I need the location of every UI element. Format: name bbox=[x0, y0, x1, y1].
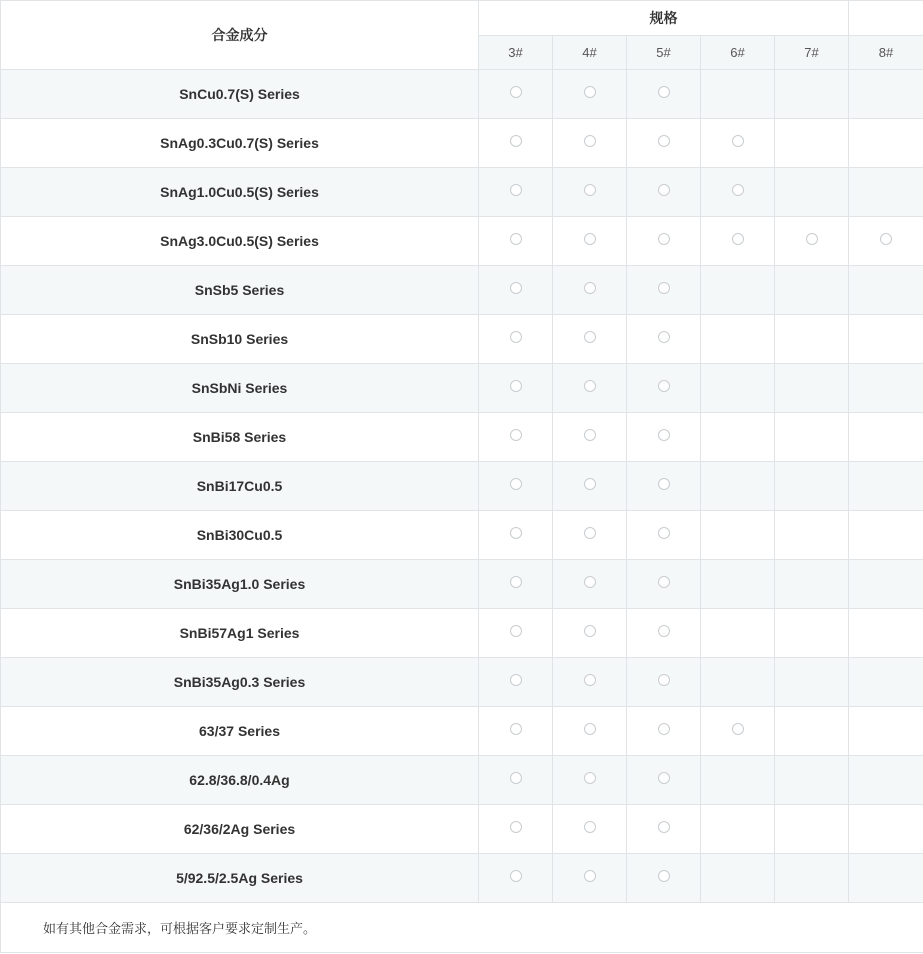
available-circle-icon bbox=[510, 821, 522, 833]
spec-cell bbox=[479, 119, 553, 168]
spec-cell bbox=[479, 364, 553, 413]
available-circle-icon bbox=[510, 86, 522, 98]
table-body bbox=[1, 70, 923, 903]
spec-cell bbox=[701, 315, 775, 364]
available-circle-icon bbox=[732, 135, 744, 147]
spec-cell bbox=[479, 70, 553, 119]
available-circle-icon bbox=[584, 86, 596, 98]
spec-cell bbox=[775, 756, 849, 805]
spec-cell bbox=[849, 462, 923, 511]
spec-cell bbox=[627, 658, 701, 707]
footer-row bbox=[1, 903, 923, 953]
spec-cell bbox=[701, 217, 775, 266]
available-circle-icon bbox=[732, 723, 744, 735]
available-circle-icon bbox=[658, 478, 670, 490]
spec-cell bbox=[479, 805, 553, 854]
spec-cell bbox=[701, 511, 775, 560]
spec-header-blank bbox=[849, 1, 923, 36]
available-circle-icon bbox=[510, 576, 522, 588]
spec-cell bbox=[775, 707, 849, 756]
available-circle-icon bbox=[510, 233, 522, 245]
spec-cell bbox=[627, 119, 701, 168]
spec-cell bbox=[775, 315, 849, 364]
spec-cell bbox=[627, 70, 701, 119]
spec-cell bbox=[701, 364, 775, 413]
available-circle-icon bbox=[510, 380, 522, 392]
table-row bbox=[1, 511, 923, 560]
table-row bbox=[1, 168, 923, 217]
spec-cell bbox=[553, 854, 627, 903]
alloy-name-cell: SnBi57Ag1 Series bbox=[1, 609, 479, 658]
available-circle-icon bbox=[584, 870, 596, 882]
spec-cell bbox=[849, 805, 923, 854]
spec-cell bbox=[701, 70, 775, 119]
spec-cell bbox=[701, 756, 775, 805]
spec-cell bbox=[553, 364, 627, 413]
spec-cell bbox=[775, 168, 849, 217]
footer-note: 如有其他合金需求，可根据客户要求定制生产。 bbox=[1, 903, 923, 953]
spec-cell bbox=[553, 756, 627, 805]
available-circle-icon bbox=[584, 821, 596, 833]
alloy-name-cell: SnBi35Ag1.0 Series bbox=[1, 560, 479, 609]
spec-cell bbox=[553, 217, 627, 266]
spec-cell bbox=[553, 315, 627, 364]
table-row bbox=[1, 413, 923, 462]
spec-cell bbox=[479, 315, 553, 364]
alloy-name-cell: SnAg0.3Cu0.7(S) Series bbox=[1, 119, 479, 168]
spec-cell bbox=[701, 707, 775, 756]
table-row bbox=[1, 119, 923, 168]
alloy-name-cell: SnSb10 Series bbox=[1, 315, 479, 364]
available-circle-icon bbox=[584, 282, 596, 294]
spec-cell bbox=[775, 854, 849, 903]
spec-cell bbox=[775, 462, 849, 511]
available-circle-icon bbox=[658, 625, 670, 637]
spec-cell bbox=[553, 266, 627, 315]
table-row bbox=[1, 756, 923, 805]
available-circle-icon bbox=[658, 870, 670, 882]
available-circle-icon bbox=[510, 331, 522, 343]
available-circle-icon bbox=[732, 233, 744, 245]
available-circle-icon bbox=[510, 282, 522, 294]
spec-cell bbox=[479, 217, 553, 266]
available-circle-icon bbox=[658, 86, 670, 98]
spec-cell bbox=[553, 609, 627, 658]
spec-cell bbox=[775, 658, 849, 707]
spec-cell bbox=[849, 658, 923, 707]
alloy-name-cell: SnAg1.0Cu0.5(S) Series bbox=[1, 168, 479, 217]
table-row bbox=[1, 805, 923, 854]
spec-cell bbox=[479, 462, 553, 511]
spec-cell bbox=[479, 560, 553, 609]
spec-column-header: 规格 bbox=[479, 1, 849, 36]
spec-cell bbox=[701, 560, 775, 609]
table-row bbox=[1, 854, 923, 903]
spec-cell bbox=[849, 266, 923, 315]
alloy-name-cell: SnBi30Cu0.5 bbox=[1, 511, 479, 560]
available-circle-icon bbox=[584, 772, 596, 784]
spec-cell bbox=[849, 756, 923, 805]
spec-cell bbox=[627, 462, 701, 511]
spec-cell bbox=[479, 707, 553, 756]
spec-cell bbox=[701, 462, 775, 511]
spec-cell bbox=[701, 805, 775, 854]
alloy-name-cell: SnCu0.7(S) Series bbox=[1, 70, 479, 119]
available-circle-icon bbox=[584, 380, 596, 392]
spec-cell bbox=[479, 511, 553, 560]
alloy-name-cell: 62/36/2Ag Series bbox=[1, 805, 479, 854]
spec-cell bbox=[849, 560, 923, 609]
size-header-5: 7# bbox=[775, 36, 849, 70]
available-circle-icon bbox=[584, 135, 596, 147]
available-circle-icon bbox=[510, 723, 522, 735]
table-row bbox=[1, 658, 923, 707]
spec-cell bbox=[479, 854, 553, 903]
spec-cell bbox=[553, 707, 627, 756]
spec-cell bbox=[627, 364, 701, 413]
alloy-column-header: 合金成分 bbox=[1, 1, 479, 70]
spec-cell bbox=[553, 70, 627, 119]
spec-cell bbox=[479, 266, 553, 315]
available-circle-icon bbox=[584, 478, 596, 490]
table-row bbox=[1, 609, 923, 658]
spec-cell bbox=[775, 805, 849, 854]
available-circle-icon bbox=[658, 282, 670, 294]
available-circle-icon bbox=[510, 429, 522, 441]
spec-cell bbox=[627, 854, 701, 903]
spec-cell bbox=[627, 756, 701, 805]
available-circle-icon bbox=[658, 821, 670, 833]
size-header-4: 6# bbox=[701, 36, 775, 70]
spec-cell bbox=[849, 119, 923, 168]
available-circle-icon bbox=[584, 184, 596, 196]
spec-cell bbox=[627, 707, 701, 756]
spec-cell bbox=[553, 511, 627, 560]
available-circle-icon bbox=[658, 674, 670, 686]
table-row bbox=[1, 70, 923, 119]
available-circle-icon bbox=[658, 233, 670, 245]
size-header-6: 8# bbox=[849, 36, 923, 70]
spec-cell bbox=[701, 413, 775, 462]
available-circle-icon bbox=[658, 429, 670, 441]
available-circle-icon bbox=[584, 233, 596, 245]
spec-cell bbox=[627, 805, 701, 854]
table-row bbox=[1, 217, 923, 266]
available-circle-icon bbox=[510, 184, 522, 196]
available-circle-icon bbox=[732, 184, 744, 196]
available-circle-icon bbox=[806, 233, 818, 245]
spec-cell bbox=[479, 609, 553, 658]
spec-cell bbox=[775, 364, 849, 413]
spec-cell bbox=[627, 413, 701, 462]
spec-cell bbox=[701, 266, 775, 315]
spec-cell bbox=[775, 217, 849, 266]
spec-cell bbox=[553, 658, 627, 707]
spec-cell bbox=[849, 168, 923, 217]
available-circle-icon bbox=[510, 674, 522, 686]
available-circle-icon bbox=[658, 135, 670, 147]
available-circle-icon bbox=[880, 233, 892, 245]
spec-cell bbox=[849, 70, 923, 119]
spec-cell bbox=[627, 168, 701, 217]
spec-cell bbox=[849, 217, 923, 266]
available-circle-icon bbox=[510, 135, 522, 147]
spec-cell bbox=[775, 119, 849, 168]
available-circle-icon bbox=[584, 576, 596, 588]
spec-cell bbox=[849, 854, 923, 903]
available-circle-icon bbox=[584, 674, 596, 686]
spec-cell bbox=[775, 266, 849, 315]
available-circle-icon bbox=[584, 625, 596, 637]
available-circle-icon bbox=[510, 527, 522, 539]
available-circle-icon bbox=[510, 625, 522, 637]
alloy-name-cell: SnBi35Ag0.3 Series bbox=[1, 658, 479, 707]
available-circle-icon bbox=[658, 380, 670, 392]
spec-cell bbox=[775, 413, 849, 462]
available-circle-icon bbox=[510, 870, 522, 882]
spec-cell bbox=[775, 609, 849, 658]
alloy-name-cell: 5/92.5/2.5Ag Series bbox=[1, 854, 479, 903]
spec-cell bbox=[553, 462, 627, 511]
spec-cell bbox=[701, 658, 775, 707]
spec-cell bbox=[701, 168, 775, 217]
available-circle-icon bbox=[658, 723, 670, 735]
spec-cell bbox=[775, 560, 849, 609]
available-circle-icon bbox=[510, 478, 522, 490]
table-row bbox=[1, 364, 923, 413]
spec-cell bbox=[849, 511, 923, 560]
available-circle-icon bbox=[510, 772, 522, 784]
available-circle-icon bbox=[658, 331, 670, 343]
spec-cell bbox=[849, 364, 923, 413]
spec-cell bbox=[479, 658, 553, 707]
size-header-2: 4# bbox=[553, 36, 627, 70]
spec-cell bbox=[627, 266, 701, 315]
spec-cell bbox=[553, 805, 627, 854]
size-header-3: 5# bbox=[627, 36, 701, 70]
alloy-name-cell: SnSb5 Series bbox=[1, 266, 479, 315]
spec-cell bbox=[479, 413, 553, 462]
spec-cell bbox=[479, 168, 553, 217]
available-circle-icon bbox=[658, 772, 670, 784]
table-row bbox=[1, 266, 923, 315]
spec-cell bbox=[775, 70, 849, 119]
spec-cell bbox=[627, 217, 701, 266]
alloy-name-cell: SnBi58 Series bbox=[1, 413, 479, 462]
alloy-name-cell: SnAg3.0Cu0.5(S) Series bbox=[1, 217, 479, 266]
spec-cell bbox=[849, 315, 923, 364]
table-row bbox=[1, 560, 923, 609]
spec-cell bbox=[701, 119, 775, 168]
spec-cell bbox=[553, 119, 627, 168]
table-row bbox=[1, 462, 923, 511]
alloy-name-cell: SnSbNi Series bbox=[1, 364, 479, 413]
alloy-name-cell: SnBi17Cu0.5 bbox=[1, 462, 479, 511]
spec-cell bbox=[849, 707, 923, 756]
available-circle-icon bbox=[584, 723, 596, 735]
spec-cell bbox=[627, 315, 701, 364]
table-row bbox=[1, 315, 923, 364]
available-circle-icon bbox=[658, 527, 670, 539]
available-circle-icon bbox=[584, 331, 596, 343]
spec-cell bbox=[479, 756, 553, 805]
available-circle-icon bbox=[658, 184, 670, 196]
spec-cell bbox=[553, 413, 627, 462]
spec-cell bbox=[553, 168, 627, 217]
spec-cell bbox=[849, 609, 923, 658]
available-circle-icon bbox=[584, 429, 596, 441]
available-circle-icon bbox=[658, 576, 670, 588]
spec-cell bbox=[627, 560, 701, 609]
size-header-1: 3# bbox=[479, 36, 553, 70]
spec-cell bbox=[627, 511, 701, 560]
spec-cell bbox=[701, 609, 775, 658]
spec-cell bbox=[775, 511, 849, 560]
available-circle-icon bbox=[584, 527, 596, 539]
spec-cell bbox=[849, 413, 923, 462]
spec-cell bbox=[701, 854, 775, 903]
spec-cell bbox=[627, 609, 701, 658]
alloy-name-cell: 62.8/36.8/0.4Ag bbox=[1, 756, 479, 805]
table-row bbox=[1, 707, 923, 756]
spec-cell bbox=[553, 560, 627, 609]
alloy-name-cell: 63/37 Series bbox=[1, 707, 479, 756]
